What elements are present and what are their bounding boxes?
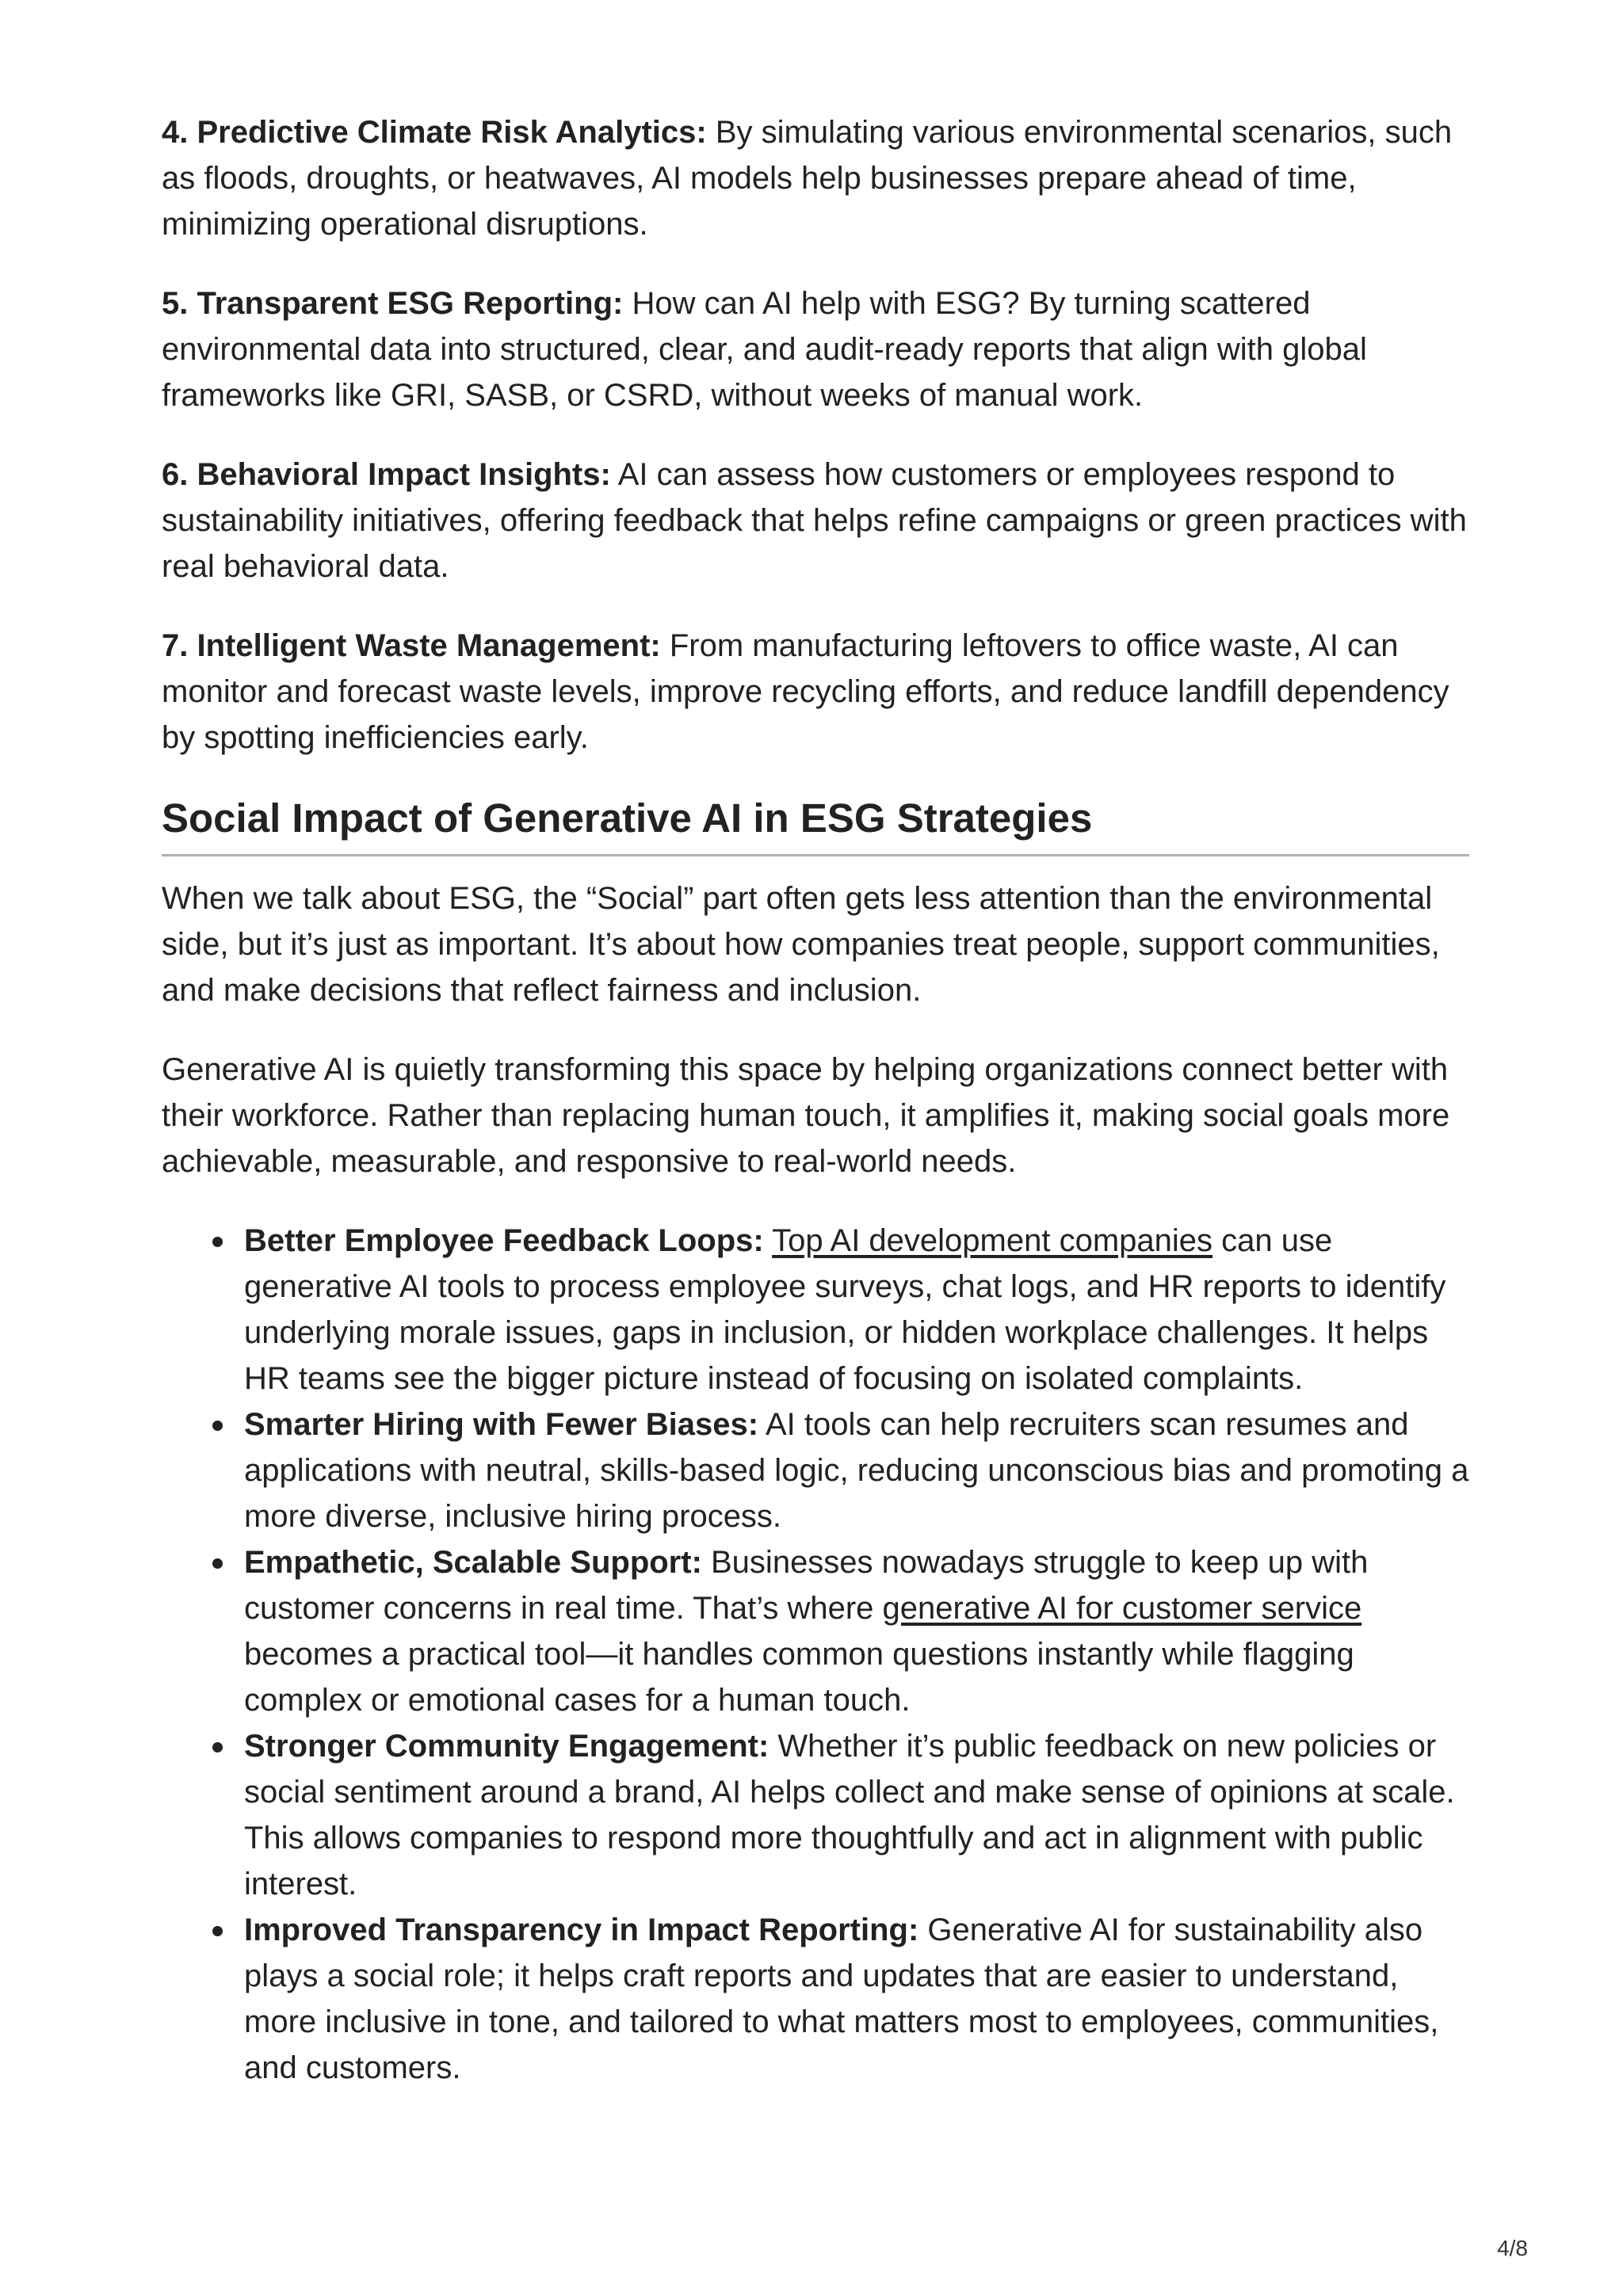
item-text: can use generative AI tools to process employee surveys, chat logs, and HR reports to identify underlying morale issues, gaps in inclusion, or hidden workplace challenges. It helps HR teams see the bigger picture instead of focusing on isolated complaints. [244,1223,1446,1396]
bullet-icon [212,1558,223,1569]
item-text: AI can assess how customers or employees respond to sustainability initiatives, offering feedback that helps refine campaigns or green practices with real behavioral data. [162,457,1467,584]
item-lead: Stronger Community Engagement: [244,1729,769,1764]
item-text [764,1223,772,1258]
list-item [244,1218,1469,1402]
intro-paragraph: Generative AI is quietly transforming this space by helping organizations connect better with their workforce. Rather than replacing human touch, it amplifies it, making social goals more achievable, measurable, and responsive to real-world needs. [162,1052,1450,1179]
numbered-item-4 [162,109,1469,247]
numbered-item-7 [162,623,1469,761]
item-text: From manufacturing leftovers to office waste, AI can monitor and forecast waste levels, improve recycling efforts, and reduce landfill dependency by spotting inefficiencies early. [162,628,1449,755]
item-lead: Better Employee Feedback Loops: [244,1223,764,1258]
item-text: AI tools can help recruiters scan resumes and applications with neutral, skills-based logic, reducing unconscious bias and promoting a more diverse, inclusive hiring process. [244,1407,1469,1534]
list-item [244,1402,1469,1539]
link-generative-ai-customer-service[interactable]: generative AI for customer service [882,1591,1362,1626]
item-text: becomes a practical tool—it handles common questions instantly while flagging complex or emotional cases for a human touch. [244,1637,1354,1718]
item-lead: 4. Predictive Climate Risk Analytics: [162,115,707,150]
item-lead: 6. Behavioral Impact Insights: [162,457,611,492]
item-text: How can AI help with ESG? By turning scattered environmental data into structured, clear, and audit-ready reports that align with global frameworks like GRI, SASB, or CSRD, without weeks of manual work. [162,286,1367,413]
list-item [244,1723,1469,1907]
bullet-icon [212,1421,223,1431]
list-item [244,1539,1469,1723]
section-heading: Social Impact of Generative AI in ESG Strategies [162,794,1469,856]
item-lead: 5. Transparent ESG Reporting: [162,286,624,321]
item-lead: Improved Transparency in Impact Reporting: [244,1913,919,1947]
item-text: Businesses nowadays struggle to keep up with customer concerns in real time. That’s where [244,1545,1369,1626]
item-lead: Empathetic, Scalable Support: [244,1545,702,1580]
bullet-list [162,1218,1469,2091]
numbered-item-5 [162,280,1469,418]
item-lead: Smarter Hiring with Fewer Biases: [244,1407,759,1442]
item-text: Generative AI for sustainability also plays a social role; it helps craft reports and updates that are easier to understand, more inclusive in tone, and tailored to what matters most to employees, communities, and customers. [244,1913,1439,2085]
list-item [244,1907,1469,2091]
intro-paragraph: When we talk about ESG, the “Social” part often gets less attention than the environmental side, but it’s just as important. It’s about how companies treat people, support communities, and make decisions that reflect fairness and inclusion. [162,881,1440,1008]
link-top-ai-development-companies[interactable]: Top AI development companies [772,1223,1213,1258]
bullet-icon [212,1237,223,1247]
numbered-item-6 [162,452,1469,589]
item-text: By simulating various environmental scenarios, such as floods, droughts, or heatwaves, AI models help businesses prepare ahead of time, minimizing operational disruptions. [162,115,1453,242]
document-body [162,109,1469,2091]
item-text: Whether it’s public feedback on new policies or social sentiment around a brand, AI helps collect and make sense of opinions at scale. This allows companies to respond more thoughtfully and act in alignment with public interest. [244,1729,1455,1901]
item-lead: 7. Intelligent Waste Management: [162,628,661,663]
bullet-icon [212,1742,223,1753]
page-number: 4/8 [1497,2236,1528,2260]
bullet-icon [212,1926,223,1936]
